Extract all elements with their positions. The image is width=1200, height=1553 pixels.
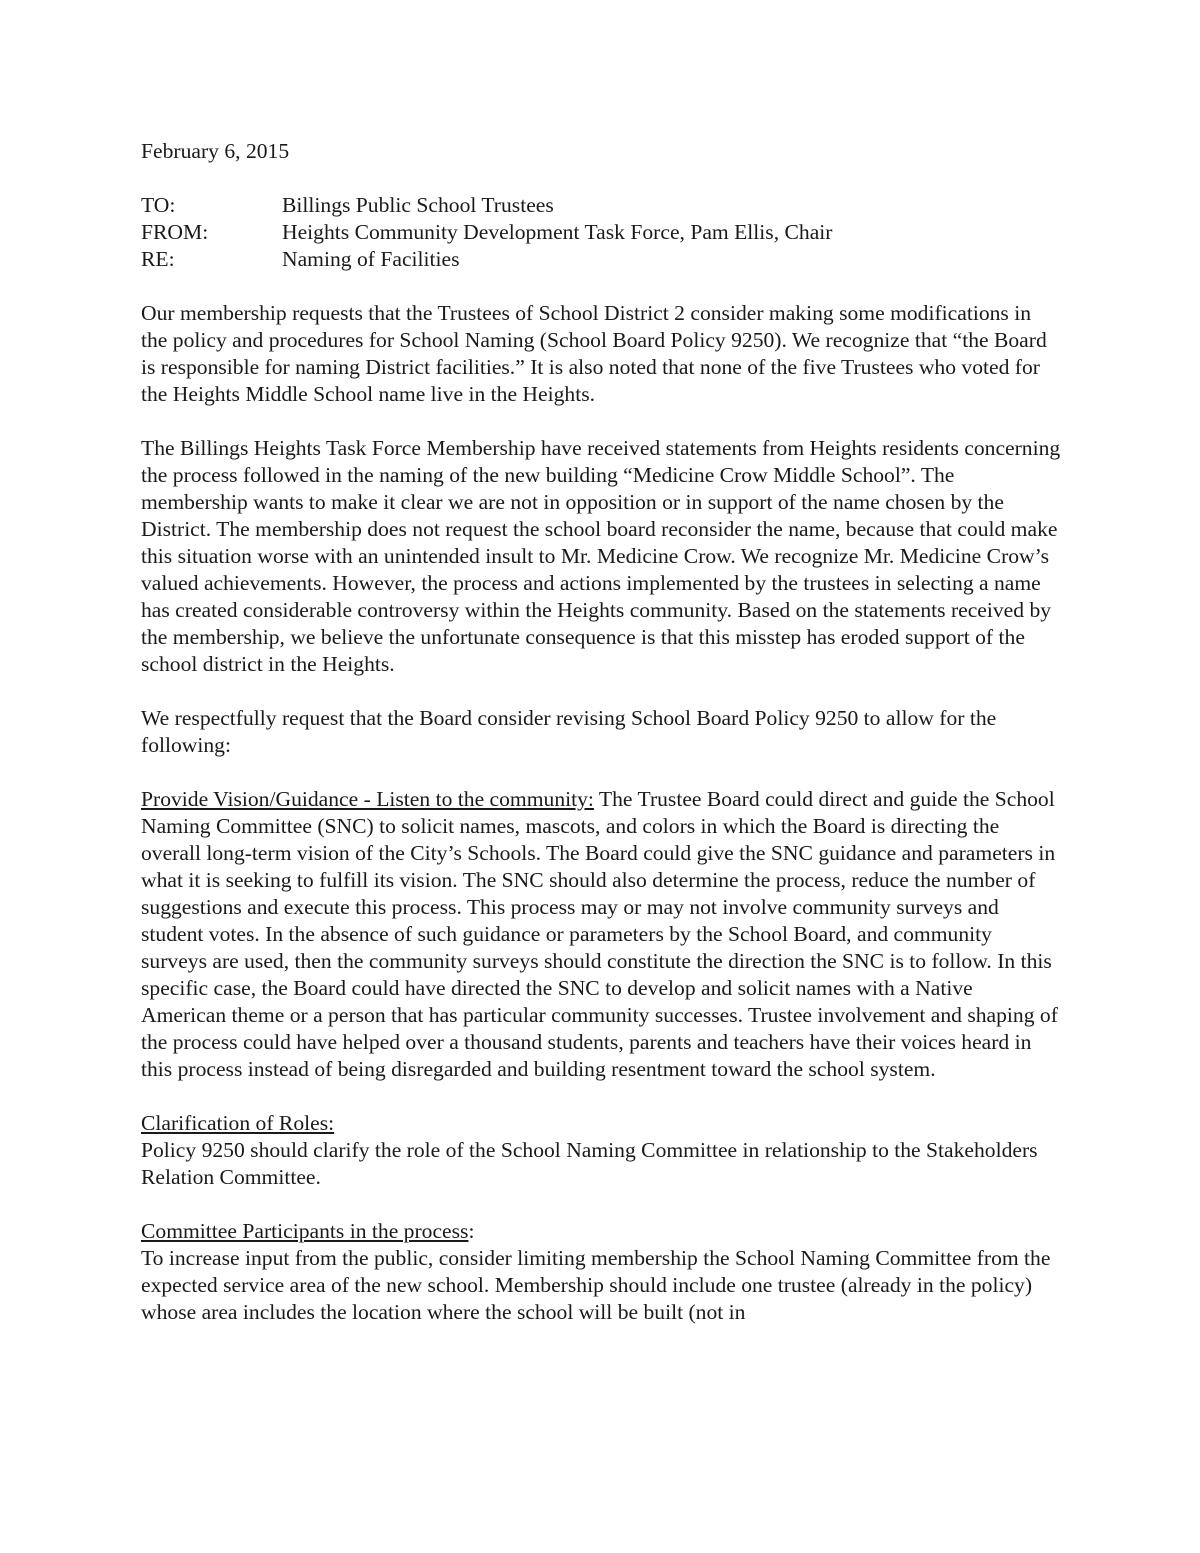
header-value: Heights Community Development Task Force, Pam Ellis, Chair: [282, 220, 833, 244]
memo-headers: [141, 192, 1061, 273]
section-heading-line: [141, 1218, 1061, 1245]
header-label: FROM:: [141, 220, 209, 244]
header-value: Billings Public School Trustees: [282, 193, 554, 217]
section-committee-participants: [141, 1218, 1061, 1326]
memo-date: February 6, 2015: [141, 139, 290, 163]
header-label: RE:: [141, 247, 175, 271]
section-vision-guidance: [141, 786, 1061, 1083]
section-body: The Trustee Board could direct and guide the School Naming Committee (SNC) to solicit names, mascots, and colors in which the Board is directing the overall long-term vision of the City’s Schools. The Board could give the SNC guidance and parameters in what it is seeking to fulfill its vision. The SNC should also determine the process, reduce the number of suggestions and execute this process. This process may or may not involve community surveys and student votes. In the absence of such guidance or parameters by the School Board, and community surveys are used, then the community surveys should constitute the direction the SNC is to follow. In this specific case, the Board could have directed the SNC to develop and solicit names with a Native American theme or a person that has particular community successes. Trustee involvement and shaping of the process could have helped over a thousand students, parents and teachers have their voices heard in this process instead of being disregarded and building resentment toward the school system.: [141, 787, 1058, 1081]
section-heading: Clarification of Roles:: [141, 1111, 335, 1135]
section-body: To increase input from the public, consider limiting membership the School Naming Committee from the expected service area of the new school. Membership should include one trustee (already in the policy) whose area includes the location where the school will be built (not in: [141, 1246, 1051, 1324]
paragraph-statements: The Billings Heights Task Force Membership have received statements from Heights residents concerning the process followed in the naming of the new building “Medicine Crow Middle School”. The membership wants to make it clear we are not in opposition or in support of the name chosen by the District. The membership does not request the school board reconsider the name, because that could make this situation worse with an unintended insult to Mr. Medicine Crow. We recognize Mr. Medicine Crow’s valued achievements. However, the process and actions implemented by the trustees in selecting a name has created considerable controversy within the Heights community. Based on the statements received by the membership, we believe the unfortunate consequence is that this misstep has eroded support of the school district in the Heights.: [141, 436, 1061, 676]
memo-header-re: [141, 246, 1061, 273]
section-body: Policy 9250 should clarify the role of the School Naming Committee in relationship to the Stakeholders Relation Committee.: [141, 1138, 1038, 1189]
header-value: Naming of Facilities: [282, 247, 460, 271]
memo-header-from: [141, 219, 1061, 246]
memo-page: [141, 138, 1061, 1326]
section-heading: Provide Vision/Guidance - Listen to the community:: [141, 787, 594, 811]
section-heading-suffix: :: [468, 1219, 475, 1243]
header-label: TO:: [141, 193, 176, 217]
paragraph-request: Our membership requests that the Trustees of School District 2 consider making some modifications in the policy and procedures for School Naming (School Board Policy 9250). We recognize that “the Board is responsible for naming District facilities.” It is also noted that none of the five Trustees who voted for the Heights Middle School name live in the Heights.: [141, 301, 1047, 406]
paragraph-revision-request: We respectfully request that the Board consider revising School Board Policy 9250 to allow for the following:: [141, 706, 997, 757]
section-clarification-roles: [141, 1110, 1061, 1191]
memo-header-to: [141, 192, 1061, 219]
section-heading: Committee Participants in the process: [141, 1219, 469, 1243]
